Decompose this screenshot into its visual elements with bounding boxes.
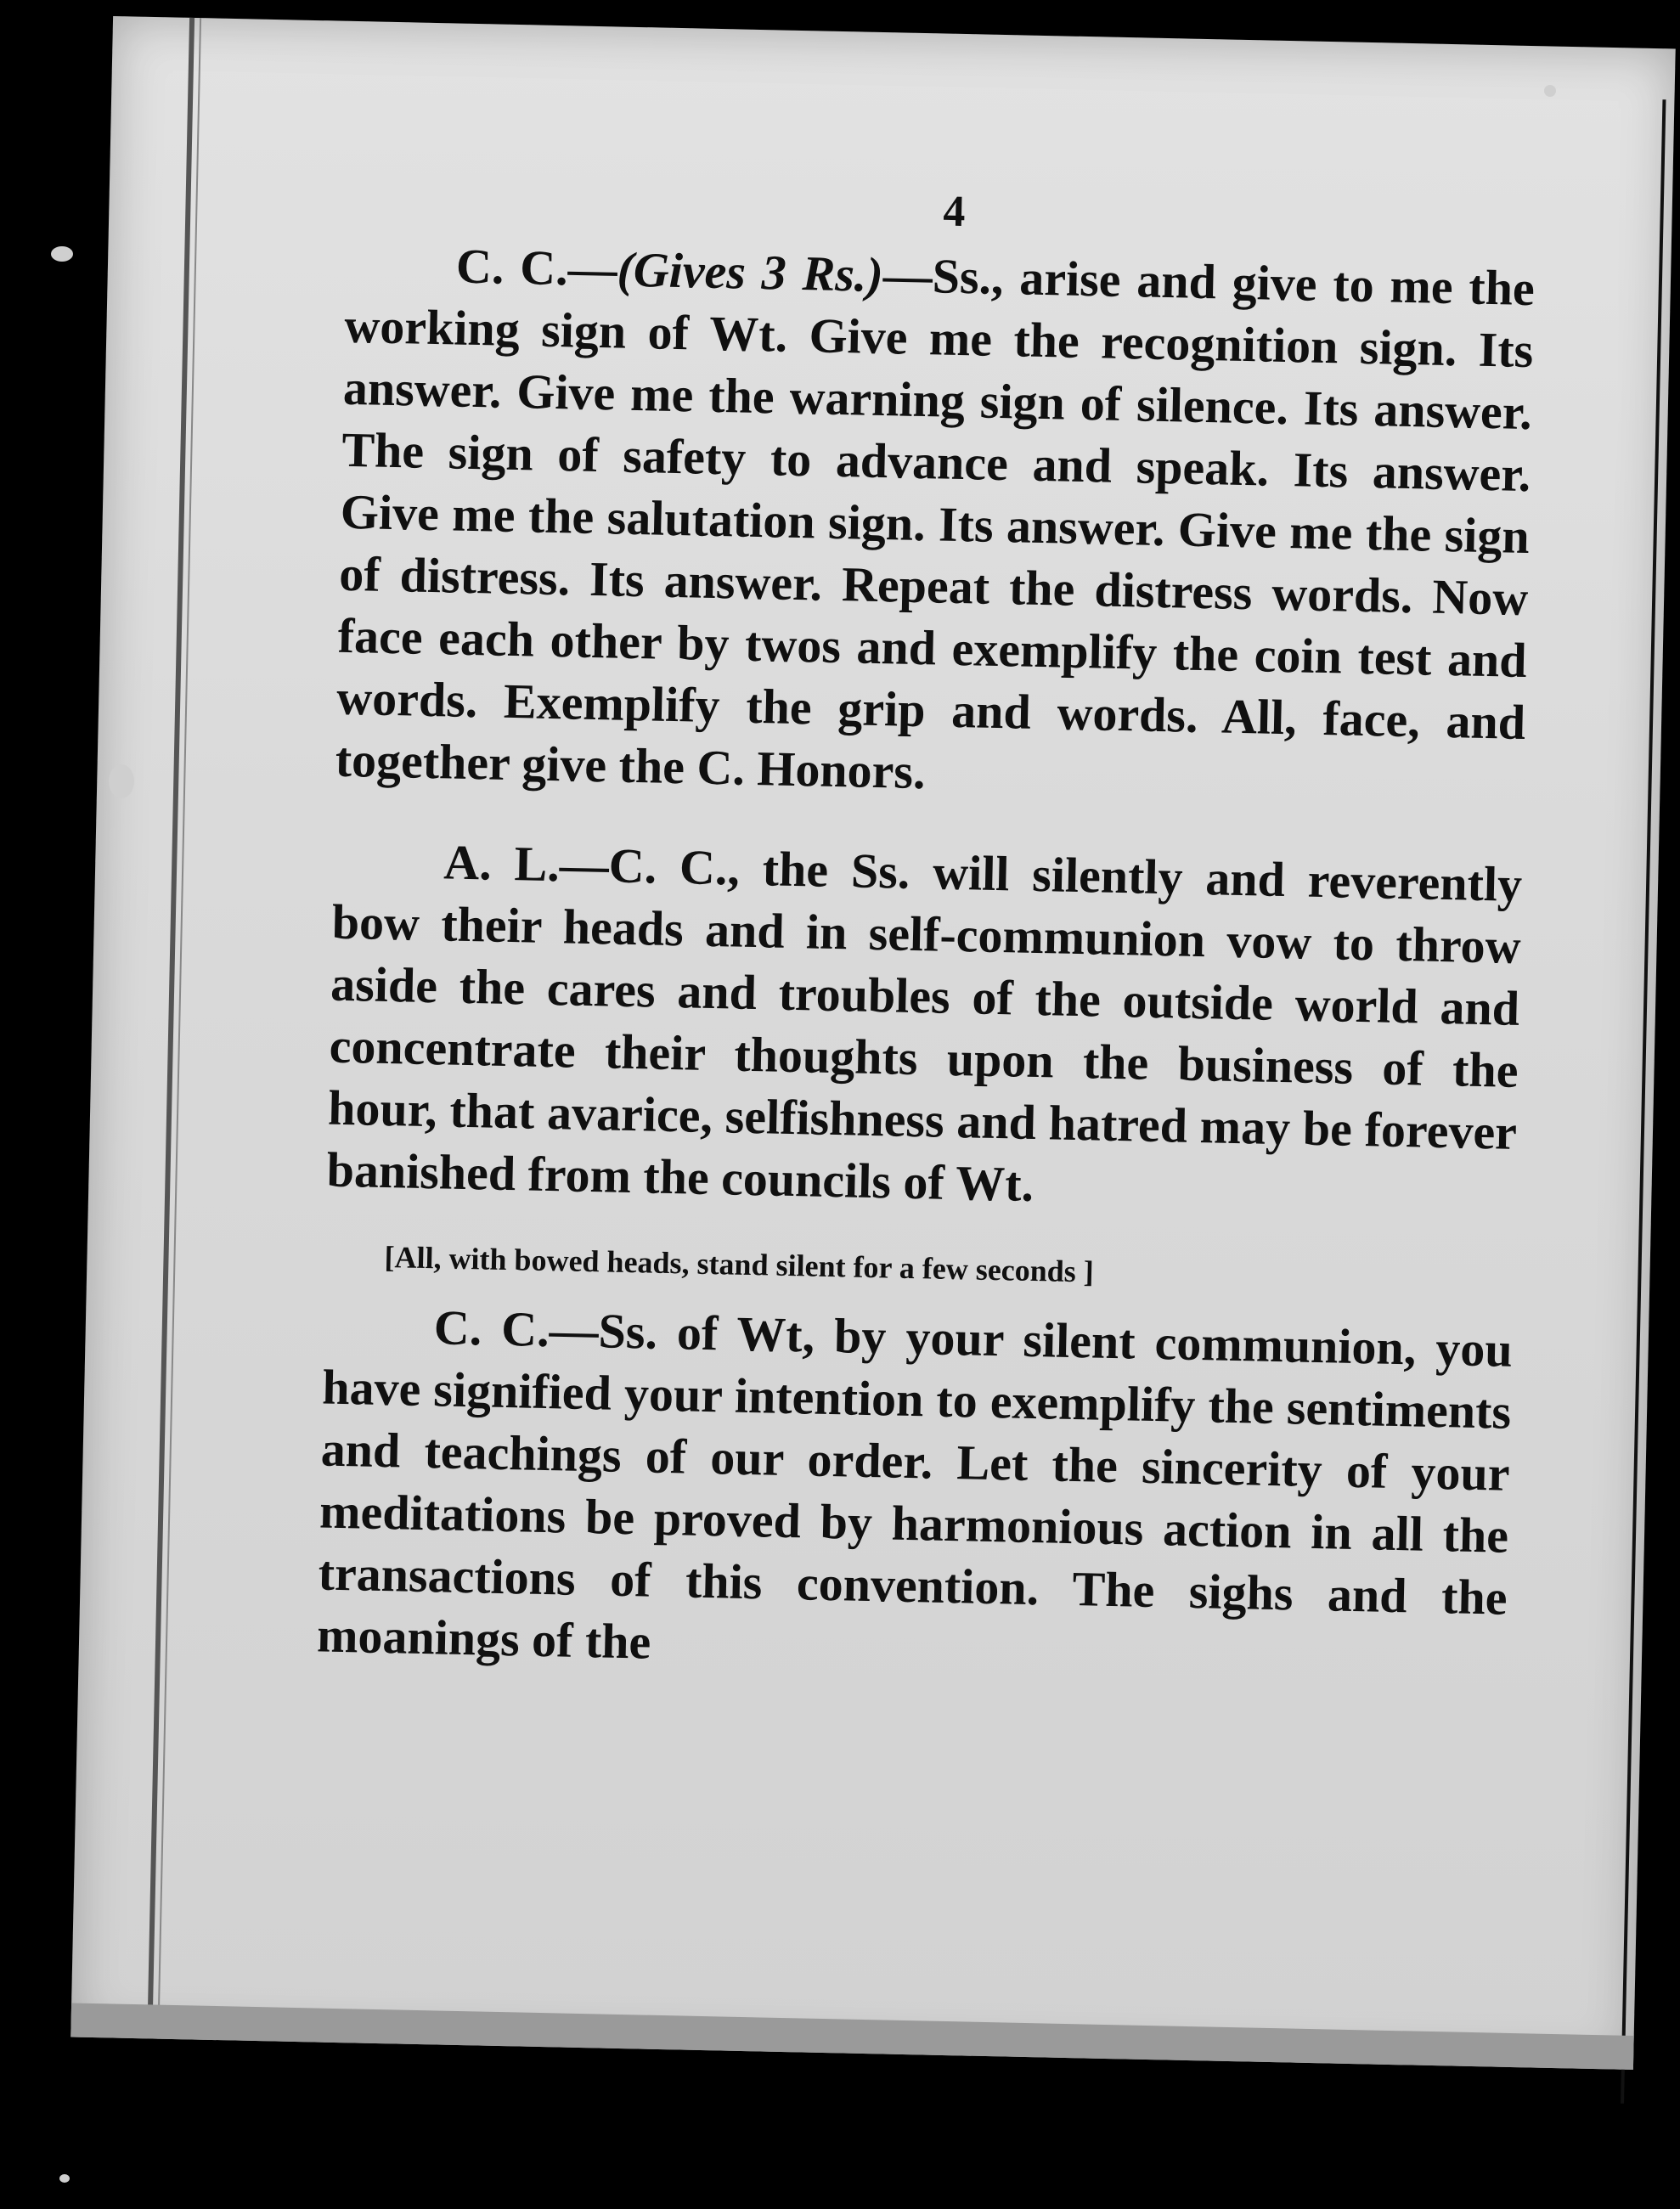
speaker-label: C. C.— (433, 1299, 600, 1359)
paragraph-al (326, 829, 1523, 1226)
page-edge-line-inner (157, 18, 201, 2039)
right-margin-rule (1621, 99, 1666, 2104)
speaker-label: A. L.— (443, 834, 610, 893)
paragraph-cc-opening (335, 233, 1535, 815)
speaker-label: C. C.— (455, 238, 618, 297)
page-number: 4 (942, 187, 967, 237)
scan-speck (1544, 85, 1556, 97)
document-page (70, 16, 1675, 2070)
scan-speck (51, 246, 73, 262)
scan-speck (59, 2174, 70, 2183)
paragraph-text: C. C., the Ss. will silently and reverently bow their heads and in self-communion vow to throw aside the cares and troubles of the outside world and concentrate their thoughts upon the business of the hour, that avarice, selfishness and hatred may be forever banished from the councils of Wt. (326, 837, 1523, 1212)
stage-cue: (Gives 3 Rs.) (616, 241, 884, 303)
scan-speck (109, 764, 134, 798)
paragraph-text: Ss. of Wt, by your silent communion, you have signified your intention to exemplify the sentiments and teachings of our order. Let the sincerity of your meditations be proved by harmonious action in all the transactions of this convention. The sighs and the moanings of the (316, 1303, 1514, 1670)
paragraph-text: —Ss., arise and give to me the working sign of Wt. Give me the recognition sign. Its answer. Give me the warning sign of silence. Its answer. The sign of safety to advance and speak. Its answer. Give me the salutation sign. Its answer. Give me the sign of distress. Its answer. Repeat the distress words. Now face each other by twos and exemplify the coin test and words. Exemplify the grip and words. All, face, and together give the C. Honors. (335, 247, 1536, 800)
text-body (316, 174, 1536, 1691)
paragraph-cc-closing (316, 1294, 1513, 1691)
page-bottom-band (70, 2003, 1633, 2070)
stage-direction: [All, with bowed heads, stand silent for a few seconds ] (384, 1240, 1095, 1289)
page-edge-line (147, 18, 194, 2039)
